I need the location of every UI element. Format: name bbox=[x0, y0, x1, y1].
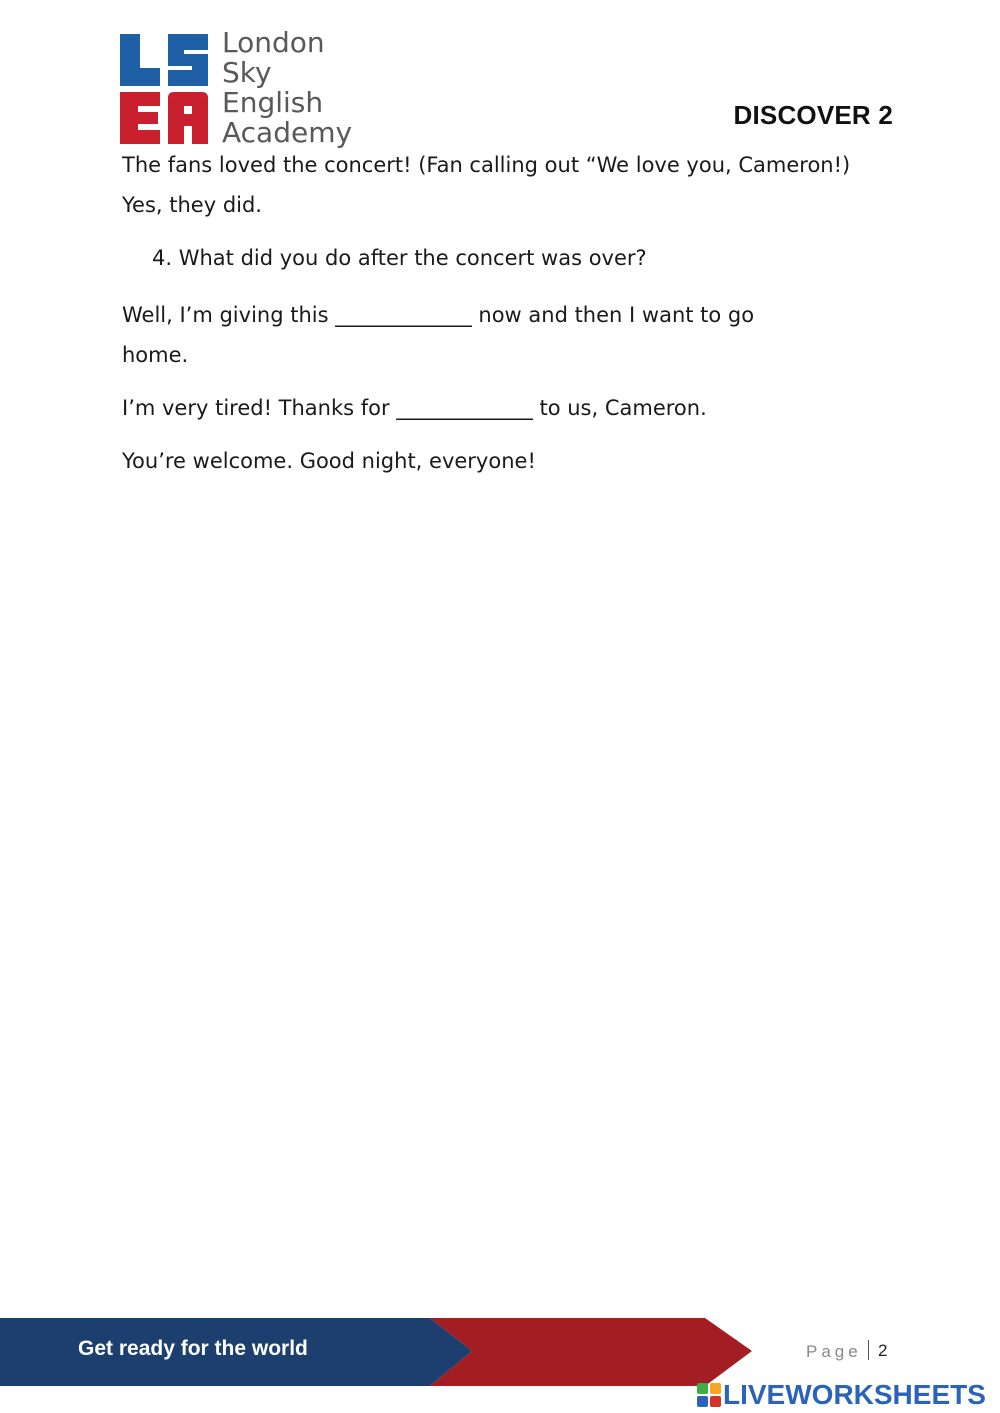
page-label: Page bbox=[806, 1342, 862, 1361]
page-number: 2 bbox=[878, 1341, 888, 1360]
text-line: You’re welcome. Good night, everyone! bbox=[122, 449, 536, 473]
text-line-with-blank: Well, I’m giving this _____________ now and then I want to go bbox=[122, 303, 755, 327]
page-separator bbox=[868, 1340, 869, 1360]
logo-line-1: London bbox=[222, 26, 325, 59]
liveworksheets-logo-icon bbox=[697, 1383, 721, 1407]
academy-logo bbox=[118, 28, 363, 152]
text-line: The fans loved the concert! (Fan calling out “We love you, Cameron!) bbox=[122, 153, 851, 177]
liveworksheets-text: LIVEWORKSHEETS bbox=[723, 1379, 986, 1410]
lsea-logo-icon bbox=[118, 30, 210, 146]
text-line-with-blank: I’m very tired! Thanks for _____________ to us, Cameron. bbox=[122, 396, 707, 420]
logo-line-4: Academy bbox=[222, 116, 353, 149]
liveworksheets-watermark bbox=[697, 1380, 986, 1410]
text-line: home. bbox=[122, 343, 189, 367]
footer-tagline: Get ready for the world bbox=[78, 1337, 308, 1360]
document-title: DISCOVER 2 bbox=[733, 100, 893, 130]
question-4: 4. What did you do after the concert was over? bbox=[152, 246, 647, 270]
logo-line-3: English bbox=[222, 86, 324, 119]
logo-wordmark bbox=[222, 28, 352, 148]
text-line: Yes, they did. bbox=[122, 193, 262, 217]
logo-line-2: Sky bbox=[222, 56, 272, 89]
